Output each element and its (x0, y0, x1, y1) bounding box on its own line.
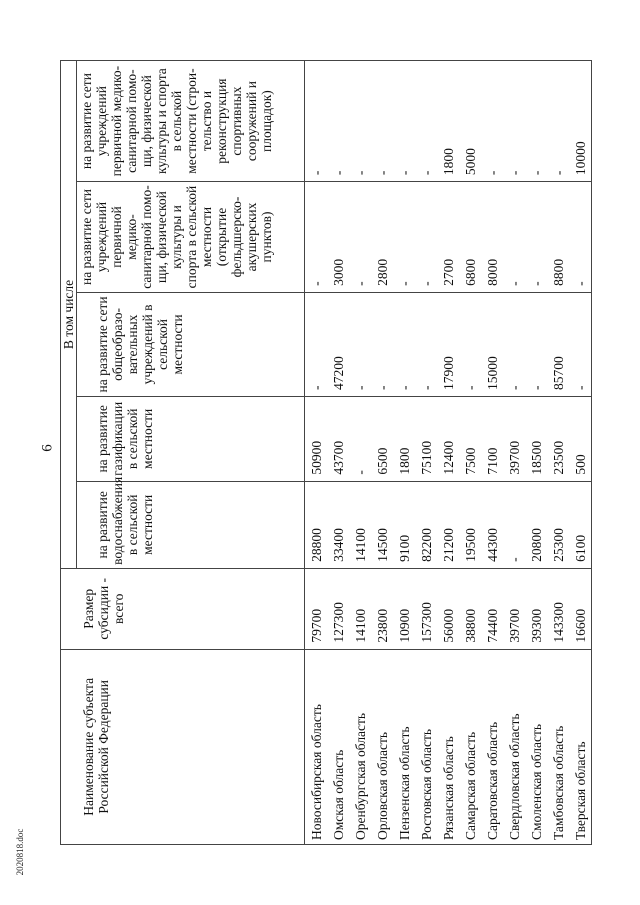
header-total: Размер субсидии - всего (61, 568, 305, 649)
header-water: на развитие водоснабжения в сельской местности (77, 481, 305, 568)
header-fap: на развитие сети учреждений первичной медико-санитарной помо-щи, физической культуры и спорта в сельской местности (открытие фельдшерско-акушерских пунктов) (77, 182, 305, 293)
table-row (547, 61, 569, 845)
cell-fap: 3000 (327, 182, 349, 293)
cell-total: 14100 (349, 568, 371, 649)
cell-region: Пензенская область (393, 649, 415, 844)
cell-region: Орловская область (371, 649, 393, 844)
cell-water: 21200 (437, 481, 459, 568)
cell-gas: 43700 (327, 397, 349, 482)
cell-fap: - (503, 182, 525, 293)
cell-water: 44300 (481, 481, 503, 568)
cell-water: 82200 (415, 481, 437, 568)
cell-schools: 85700 (547, 292, 569, 396)
cell-schools: - (503, 292, 525, 396)
table-row (569, 61, 592, 845)
subsidy-table (60, 60, 592, 845)
cell-water: - (503, 481, 525, 568)
header-schools: на развитие сети общеобразо-вательных учреждений в сельской местности (77, 292, 305, 396)
cell-total: 38800 (459, 568, 481, 649)
cell-sport: - (305, 61, 328, 182)
cell-total: 143300 (547, 568, 569, 649)
cell-water: 20800 (525, 481, 547, 568)
cell-fap: - (525, 182, 547, 293)
cell-gas: 75100 (415, 397, 437, 482)
cell-total: 10900 (393, 568, 415, 649)
cell-schools: 17900 (437, 292, 459, 396)
cell-gas: 7500 (459, 397, 481, 482)
cell-fap: - (415, 182, 437, 293)
cell-fap: - (305, 182, 328, 293)
footer-filename: 2020818.doc (15, 828, 25, 876)
cell-gas: 500 (569, 397, 592, 482)
cell-region: Омская область (327, 649, 349, 844)
cell-region: Самарская область (459, 649, 481, 844)
cell-sport: 10000 (569, 61, 592, 182)
cell-sport: 5000 (459, 61, 481, 182)
cell-fap: - (569, 182, 592, 293)
cell-water: 9100 (393, 481, 415, 568)
cell-fap: 2800 (371, 182, 393, 293)
cell-schools: - (305, 292, 328, 396)
table-row (503, 61, 525, 845)
table-row (393, 61, 415, 845)
cell-sport: 1800 (437, 61, 459, 182)
cell-total: 56000 (437, 568, 459, 649)
cell-schools: - (459, 292, 481, 396)
cell-gas: 39700 (503, 397, 525, 482)
cell-fap: 8800 (547, 182, 569, 293)
cell-schools: - (349, 292, 371, 396)
cell-water: 14100 (349, 481, 371, 568)
cell-sport: - (481, 61, 503, 182)
cell-gas: - (349, 397, 371, 482)
table-row (305, 61, 328, 845)
cell-fap: 8000 (481, 182, 503, 293)
cell-sport: - (547, 61, 569, 182)
cell-schools: - (415, 292, 437, 396)
cell-total: 157300 (415, 568, 437, 649)
cell-sport: - (349, 61, 371, 182)
cell-region: Новосибирская область (305, 649, 328, 844)
header-region: Наименование субъекта Российской Федерации (61, 649, 305, 844)
cell-sport: - (393, 61, 415, 182)
cell-total: 79700 (305, 568, 328, 649)
cell-sport: - (525, 61, 547, 182)
table-row (371, 61, 393, 845)
cell-schools: - (525, 292, 547, 396)
cell-water: 6100 (569, 481, 592, 568)
cell-gas: 12400 (437, 397, 459, 482)
table-row (437, 61, 459, 845)
table-row (459, 61, 481, 845)
cell-region: Рязанская область (437, 649, 459, 844)
page-number: 6 (39, 444, 56, 452)
cell-water: 14500 (371, 481, 393, 568)
cell-water: 28800 (305, 481, 328, 568)
cell-region: Тверская область (569, 649, 592, 844)
table-row (327, 61, 349, 845)
cell-total: 127300 (327, 568, 349, 649)
cell-water: 19500 (459, 481, 481, 568)
header-group: В том числе (61, 61, 77, 569)
cell-total: 16600 (569, 568, 592, 649)
cell-fap: 6800 (459, 182, 481, 293)
cell-schools: - (371, 292, 393, 396)
cell-total: 39300 (525, 568, 547, 649)
cell-gas: 50900 (305, 397, 328, 482)
cell-gas: 7100 (481, 397, 503, 482)
cell-total: 39700 (503, 568, 525, 649)
cell-sport: - (415, 61, 437, 182)
cell-water: 33400 (327, 481, 349, 568)
cell-fap: 2700 (437, 182, 459, 293)
cell-region: Саратовская область (481, 649, 503, 844)
cell-region: Смоленская область (525, 649, 547, 844)
cell-total: 23800 (371, 568, 393, 649)
cell-water: 25300 (547, 481, 569, 568)
cell-region: Оренбургская область (349, 649, 371, 844)
cell-gas: 23500 (547, 397, 569, 482)
header-sport: на развитие сети учреждений первичной медико-санитарной помо-щи, физической культуры и спорта в сельской местности (строи-тельство и реконструкция спортивных сооружений и площадок) (77, 61, 305, 182)
cell-region: Ростовская область (415, 649, 437, 844)
cell-sport: - (371, 61, 393, 182)
cell-total: 74400 (481, 568, 503, 649)
table-row (349, 61, 371, 845)
cell-gas: 6500 (371, 397, 393, 482)
cell-schools: - (569, 292, 592, 396)
table-row (481, 61, 503, 845)
cell-gas: 1800 (393, 397, 415, 482)
table-row (415, 61, 437, 845)
header-gas: на развитие газификации в сельской местности (77, 397, 305, 482)
cell-region: Тамбовская область (547, 649, 569, 844)
cell-schools: 15000 (481, 292, 503, 396)
cell-schools: - (393, 292, 415, 396)
cell-sport: - (327, 61, 349, 182)
table-row (525, 61, 547, 845)
cell-gas: 18500 (525, 397, 547, 482)
cell-region: Свердловская область (503, 649, 525, 844)
rotated-table-page (60, 60, 588, 845)
cell-fap: - (349, 182, 371, 293)
cell-fap: - (393, 182, 415, 293)
cell-schools: 47200 (327, 292, 349, 396)
cell-sport: - (503, 61, 525, 182)
